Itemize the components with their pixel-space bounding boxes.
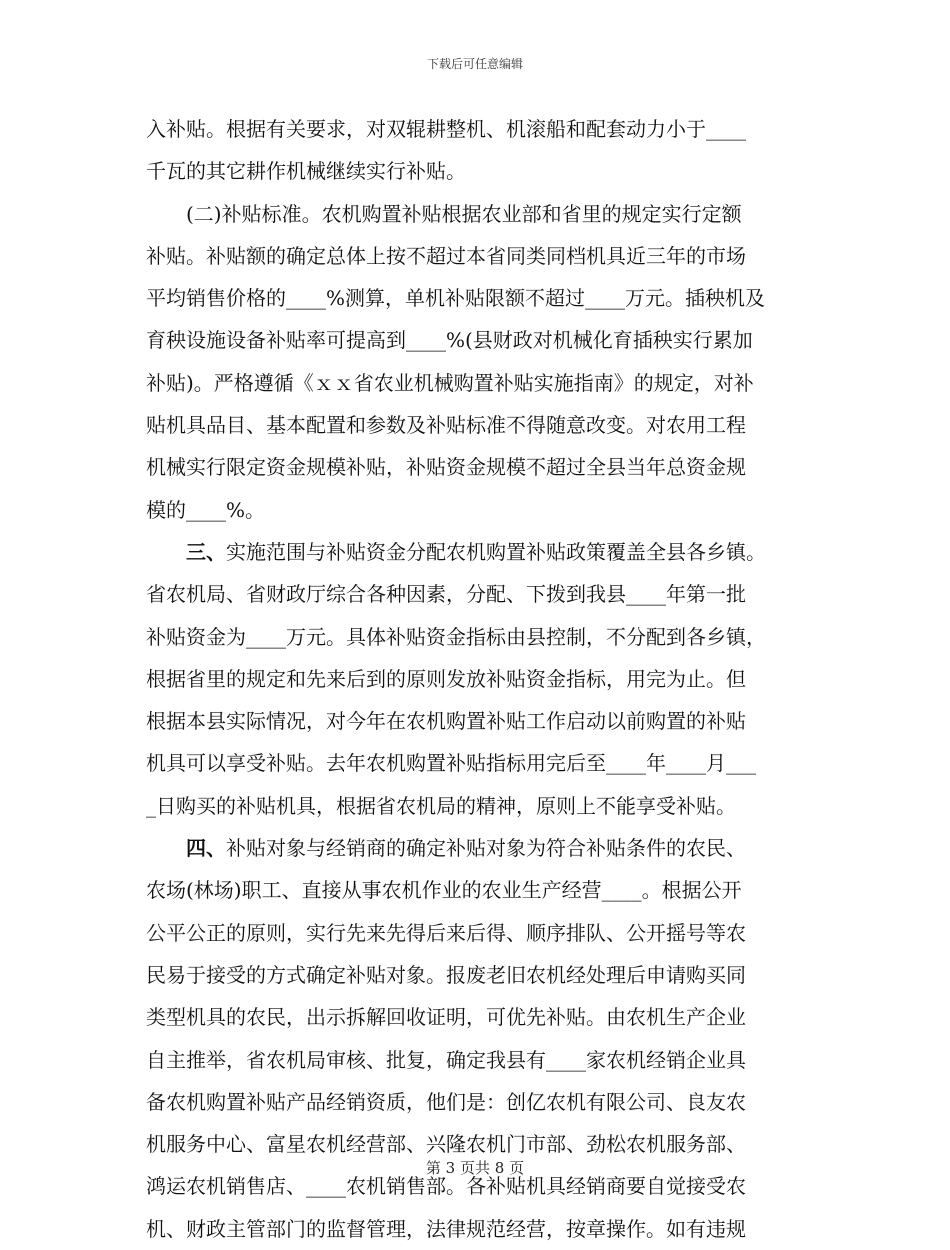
text-line: 入补贴。根据有关要求，对双辊耕整机、机滚船和配套动力小于____ — [146, 117, 746, 141]
text-line: (二)补贴标准。农机购置补贴根据农业部和省里的规定实行定额 — [186, 201, 742, 226]
text-run: 实施范围与补贴资金分配农机购置补贴政策覆盖全县各乡镇。 — [226, 539, 766, 564]
page-footer: 第 3 页共 8 页 — [425, 1159, 525, 1177]
page-header: 下载后可任意编辑 — [426, 57, 523, 71]
paragraph — [146, 108, 806, 193]
text-line: 类型机具的农民，出示拆解回收证明，可优先补贴。由农机生产企业 — [146, 1005, 746, 1030]
text-line: 备农机购置补贴产品经销资质，他们是：创亿农机有限公司、良友农 — [146, 1089, 746, 1114]
text-line: _日购买的补贴机具，根据省农机局的精神，原则上不能享受补贴。 — [146, 793, 736, 818]
paragraph — [146, 193, 806, 531]
section-heading: 四、 — [186, 836, 226, 861]
paragraph — [146, 827, 806, 1250]
paragraph — [146, 531, 806, 827]
text-line: 自主推举，省农机局审核、批复，确定我县有____家农机经销企业具 — [146, 1047, 746, 1072]
text-line: 机械实行限定资金规模补贴，补贴资金规模不超过全县当年总资金规 — [146, 455, 746, 480]
text-line: 机服务中心、富星农机经营部、兴隆农机门市部、劲松农机服务部、 — [146, 1132, 746, 1157]
text-line: 补贴。补贴额的确定总体上按不超过本省同类同档机具近三年的市场 — [146, 243, 746, 268]
text-line: 公平公正的原则，实行先来先得后来后得、顺序排队、公开摇号等农 — [146, 920, 746, 945]
text-line: 贴机具品目、基本配置和参数及补贴标准不得随意改变。对农用工程 — [146, 413, 746, 438]
text-line — [146, 827, 806, 869]
text-line: 机、财政主管部门的监督管理，法律规范经营，按章操作。如有违规 — [146, 1216, 746, 1241]
text-run: 补贴对象与经销商的确定补贴对象为符合补贴条件的农民、 — [226, 836, 746, 861]
text-line: 民易于接受的方式确定补贴对象。报废老旧农机经处理后申请购买同 — [146, 962, 746, 987]
text-line: 育秧设施设备补贴率可提高到____%(县财政对机械化育插秧实行累加 — [146, 328, 753, 353]
text-line: 农场(林场)职工、直接从事农机作业的农业生产经营____。根据公开 — [146, 878, 742, 903]
text-line: 千瓦的其它耕作机械继续实行补贴。 — [146, 159, 466, 184]
text-line: 根据省里的规定和先来后到的原则发放补贴资金指标，用完为止。但 — [146, 666, 746, 691]
text-line: 模的____%。 — [146, 497, 266, 522]
text-line: 机具可以享受补贴。去年农机购置补贴指标用完后至____年____月___ — [146, 751, 756, 776]
text-line: 省农机局、省财政厅综合各种因素，分配、下拨到我县____年第一批 — [146, 582, 746, 607]
text-line: 根据本县实际情况，对今年在农机购置补贴工作启动以前购置的补贴 — [146, 709, 746, 734]
section-heading: 三、 — [186, 539, 226, 564]
text-line — [146, 531, 806, 573]
text-line: 补贴资金为____万元。具体补贴资金指标由县控制，不分配到各乡镇， — [146, 624, 766, 649]
text-line: 平均销售价格的____%测算，单机补贴限额不超过____万元。插秧机及 — [146, 286, 766, 311]
document-body — [146, 108, 806, 1250]
text-line: 鸿运农机销售店、____农机销售部。各补贴机具经销商要自觉接受农 — [146, 1174, 746, 1199]
text-line: 补贴)。严格遵循《ｘｘ省农业机械购置补贴实施指南》的规定，对补 — [146, 370, 754, 395]
